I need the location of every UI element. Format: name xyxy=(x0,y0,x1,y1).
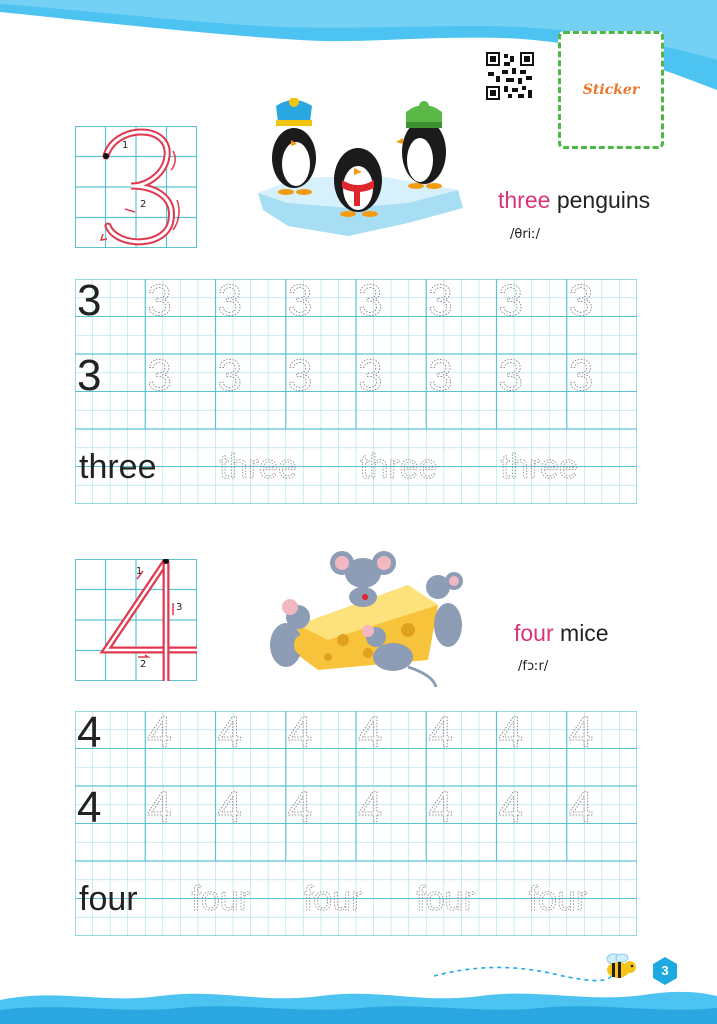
tracing-digit[interactable]: 3 xyxy=(428,351,453,400)
tracing-digit[interactable]: 4 xyxy=(217,783,242,832)
tracing-word[interactable]: four xyxy=(416,880,475,918)
tracing-digit[interactable]: 4 xyxy=(498,783,523,832)
tracing-digit[interactable]: 4 xyxy=(358,783,383,832)
tracing-digit[interactable]: 4 xyxy=(147,783,172,832)
noun-word: penguins xyxy=(550,187,651,213)
tracing-digit[interactable]: 3 xyxy=(568,279,594,325)
model-word: three xyxy=(79,448,157,486)
tracing-digit[interactable]: 4 xyxy=(287,783,313,832)
model-digit: 3 xyxy=(77,351,102,400)
tracing-word[interactable]: four xyxy=(528,880,588,918)
page-number: 3 xyxy=(661,963,669,978)
sticker-placeholder[interactable] xyxy=(558,31,664,149)
model-digit: 4 xyxy=(77,711,102,757)
tracing-digit[interactable]: 4 xyxy=(287,711,313,757)
sticker-label: Sticker xyxy=(582,82,640,98)
tracing-digit[interactable]: 4 xyxy=(217,711,242,757)
noun-word: mice xyxy=(553,620,609,646)
stroke-step-2: 2 xyxy=(140,659,147,670)
practice-grid-four[interactable] xyxy=(75,711,637,936)
tracing-digit[interactable]: 4 xyxy=(428,711,453,757)
mice-with-cheese-illustration xyxy=(258,545,470,693)
tracing-digit[interactable]: 3 xyxy=(217,351,242,400)
stroke-step-1: 1 xyxy=(136,566,143,577)
model-word: four xyxy=(79,880,138,918)
number-word: three xyxy=(498,187,551,213)
tracing-digit[interactable]: 4 xyxy=(358,711,383,757)
digit-4-stroke-guide xyxy=(75,559,197,681)
tracing-digit[interactable]: 4 xyxy=(428,783,453,832)
tracing-word[interactable]: four xyxy=(303,880,363,918)
tracing-digit[interactable]: 3 xyxy=(147,279,172,325)
pronunciation: /θriː/ xyxy=(510,227,541,242)
tracing-digit[interactable]: 4 xyxy=(498,711,523,757)
number-word-phrase xyxy=(514,620,609,647)
tracing-word[interactable]: three xyxy=(219,448,297,486)
tracing-digit[interactable]: 3 xyxy=(287,279,313,325)
tracing-digit[interactable]: 3 xyxy=(428,279,453,325)
stroke-step-1: 1 xyxy=(122,140,129,151)
penguins-on-ice-illustration xyxy=(258,98,463,238)
practice-grid-three[interactable] xyxy=(75,279,637,504)
digit-3-stroke-guide xyxy=(75,126,197,248)
tracing-digit[interactable]: 3 xyxy=(358,351,383,400)
tracing-digit[interactable]: 4 xyxy=(568,783,594,832)
tracing-digit[interactable]: 3 xyxy=(147,351,172,400)
tracing-word[interactable]: three xyxy=(500,448,578,486)
tracing-digit[interactable]: 3 xyxy=(498,279,523,325)
tracing-digit[interactable]: 3 xyxy=(568,351,594,400)
tracing-digit[interactable]: 3 xyxy=(217,279,242,325)
number-word: four xyxy=(514,620,554,646)
number-word-phrase xyxy=(498,187,650,214)
tracing-word[interactable]: three xyxy=(360,448,438,486)
tracing-digit[interactable]: 3 xyxy=(358,279,383,325)
tracing-digit[interactable]: 4 xyxy=(568,711,594,757)
qr-code-icon[interactable] xyxy=(484,50,536,102)
model-digit: 4 xyxy=(77,783,102,832)
stroke-step-3: 3 xyxy=(176,602,183,613)
bee-icon xyxy=(602,953,638,981)
pronunciation: /fɔːr/ xyxy=(518,659,549,674)
tracing-digit[interactable]: 3 xyxy=(498,351,523,400)
bottom-wave-decoration xyxy=(0,980,717,1024)
tracing-digit[interactable]: 3 xyxy=(287,351,313,400)
tracing-digit[interactable]: 4 xyxy=(147,711,172,757)
model-digit: 3 xyxy=(77,279,102,325)
tracing-word[interactable]: four xyxy=(191,880,250,918)
stroke-step-2: 2 xyxy=(140,199,147,210)
